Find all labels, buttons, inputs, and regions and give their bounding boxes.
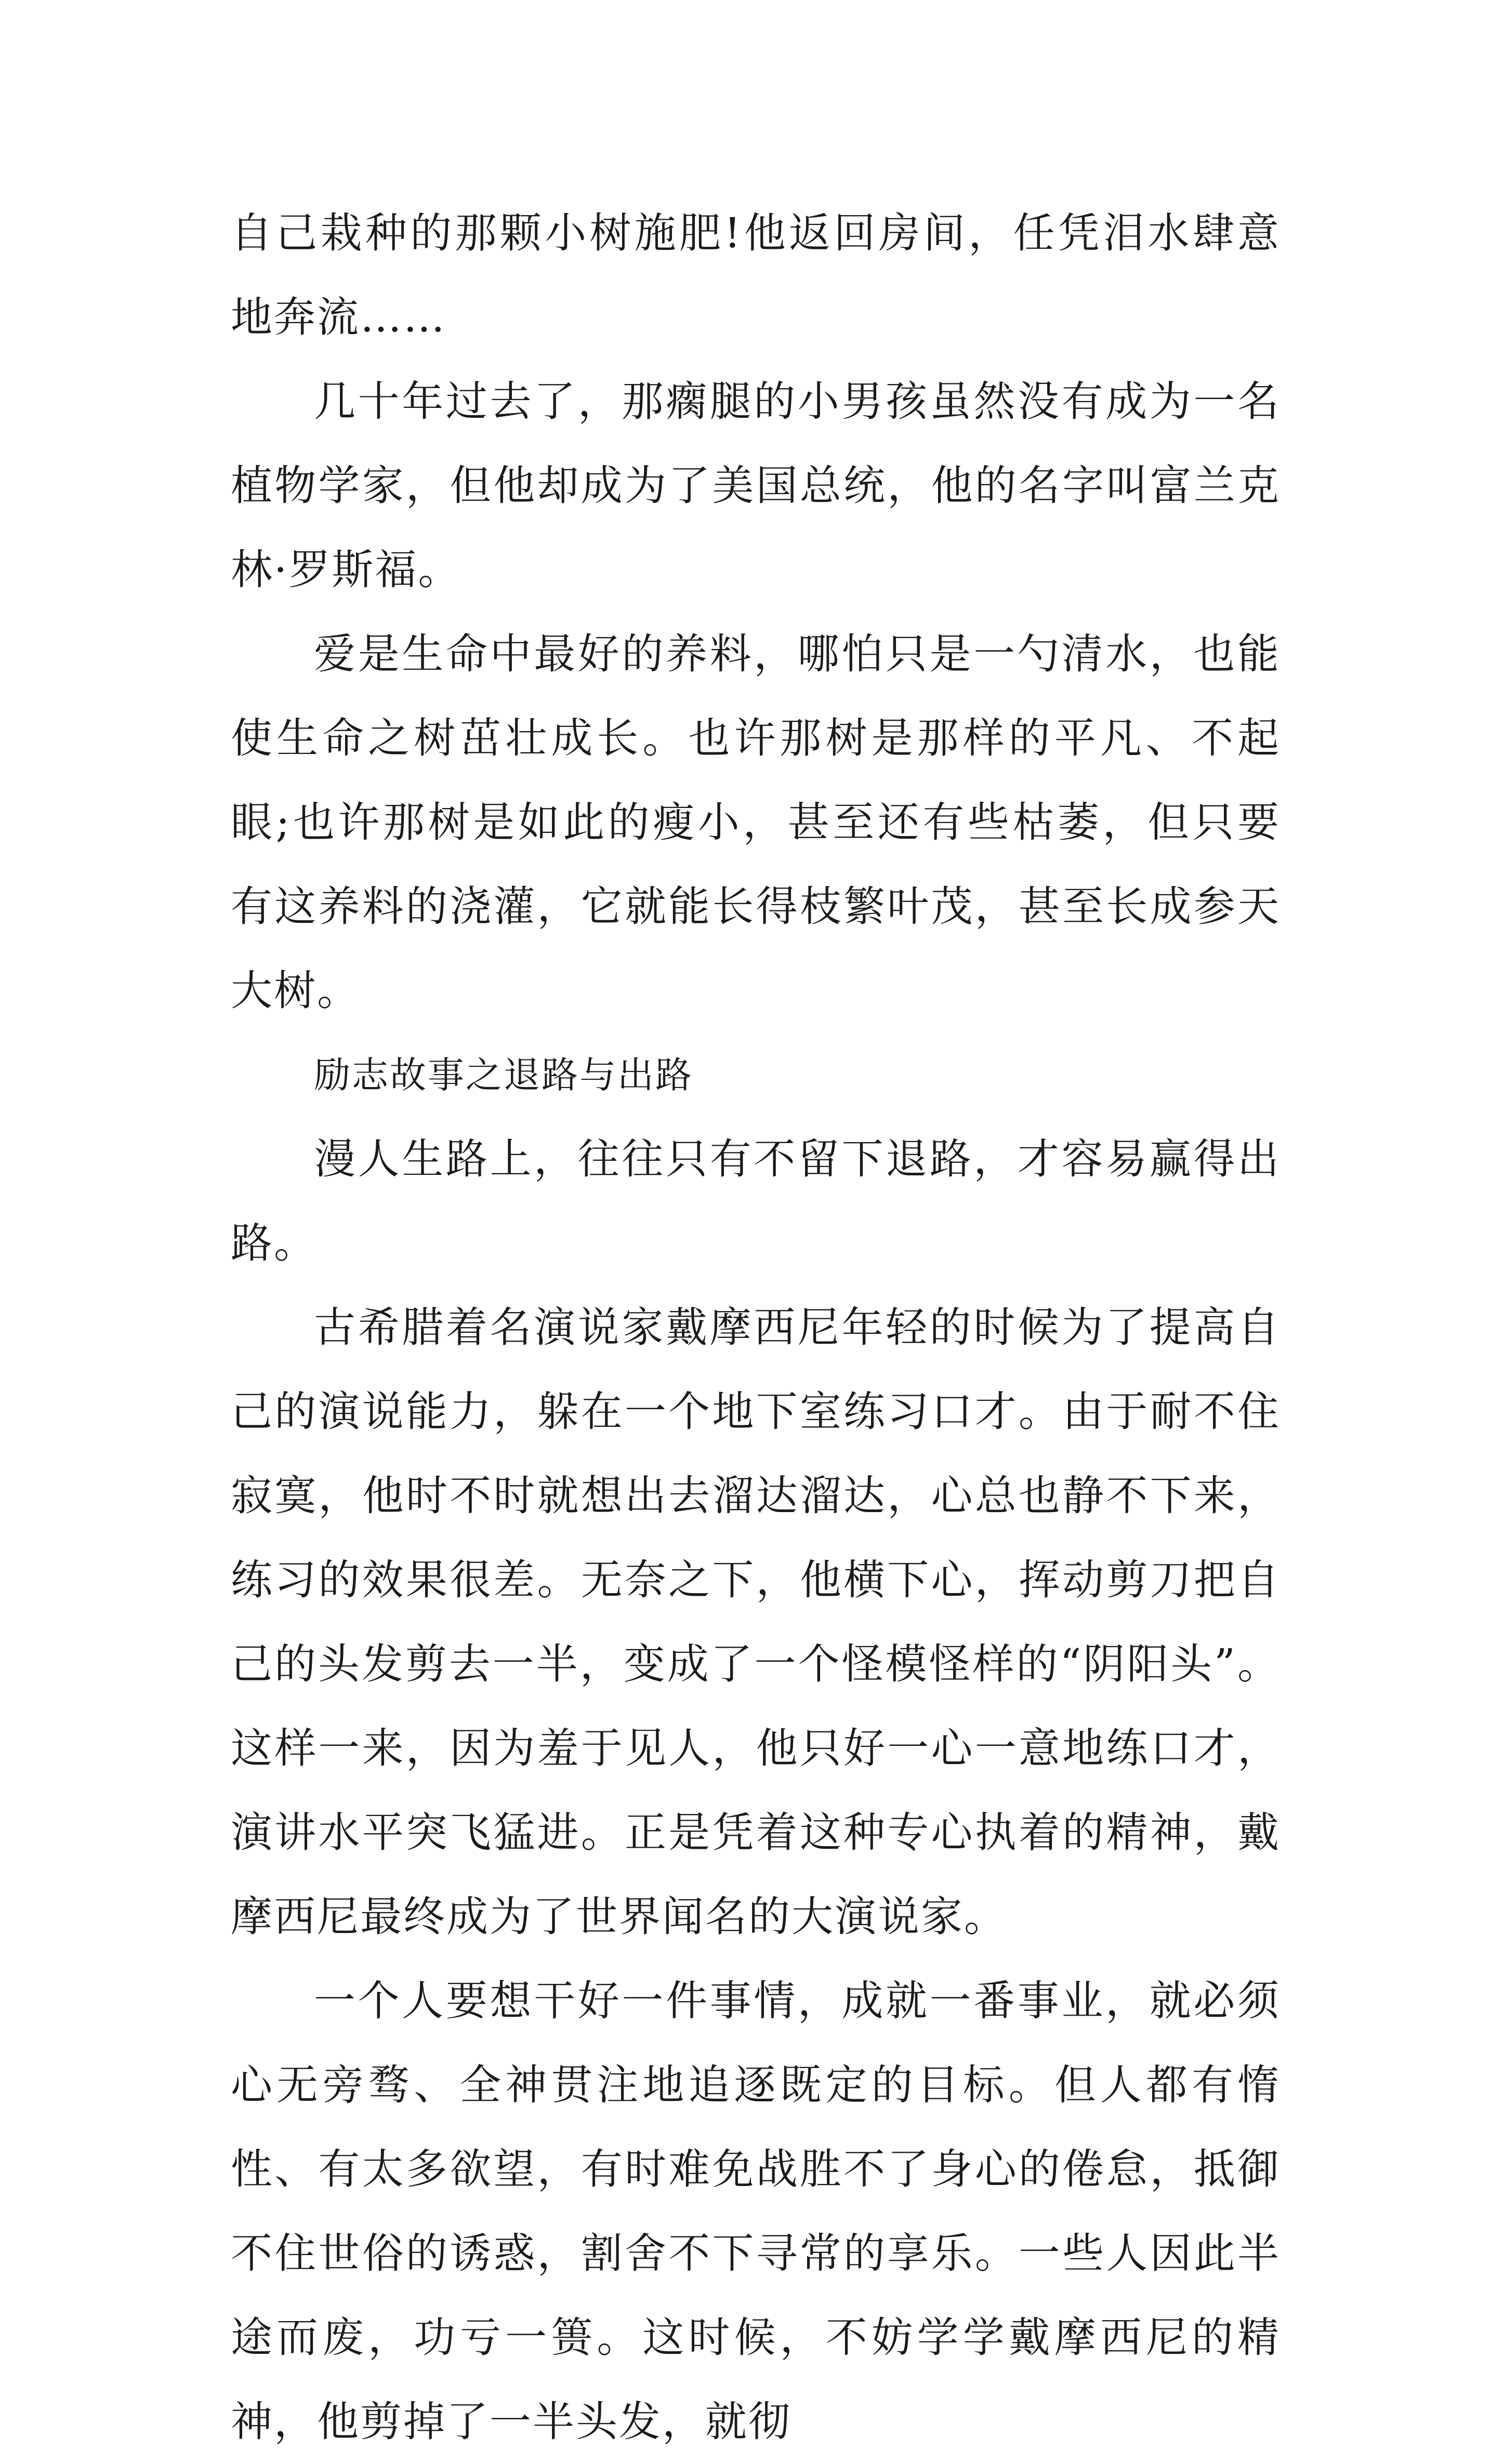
paragraph-1: 自己栽种的那颗小树施肥!他返回房间，任凭泪水肆意地奔流…… xyxy=(231,209,1281,341)
paragraph-4: 漫人生路上，往往只有不留下退路，才容易赢得出路。 xyxy=(231,1135,1281,1267)
paragraph-3: 爱是生命中最好的养料，哪怕只是一勺清水，也能使生命之树茁壮成长。也许那树是那样的平凡、不起眼;也许那树是如此的瘦小，甚至还有些枯萎，但只要有这养料的浇灌，它就能长得枝繁叶茂，甚至长成参天大树。 xyxy=(231,630,1281,1015)
paragraph-2: 几十年过去了，那瘸腿的小男孩虽然没有成为一名植物学家，但他却成为了美国总统，他的名字叫富兰克林·罗斯福。 xyxy=(231,377,1281,594)
document-body xyxy=(231,191,1281,2464)
section-heading: 励志故事之退路与出路 xyxy=(314,1054,693,1096)
paragraph-6: 一个人要想干好一件事情，成就一番事业，就必须心无旁骛、全神贯注地追逐既定的目标。但人都有惰性、有太多欲望，有时难免战胜不了身心的倦怠，抵御不住世俗的诱惑，割舍不下寻常的享乐。一些人因此半途而废，功亏一篑。这时候，不妨学学戴摩西尼的精神，他剪掉了一半头发，就彻 xyxy=(231,1977,1281,2446)
paragraph-5: 古希腊着名演说家戴摩西尼年轻的时候为了提高自己的演说能力，躲在一个地下室练习口才。由于耐不住寂寞，他时不时就想出去溜达溜达，心总也静不下来，练习的效果很差。无奈之下，他横下心，挥动剪刀把自己的头发剪去一半，变成了一个怪模怪样的“阴阳头”。这样一来，因为羞于见人，他只好一心一意地练口才，演讲水平突飞猛进。正是凭着这种专心执着的精神，戴摩西尼最终成为了世界闻名的大演说家。 xyxy=(231,1303,1281,1941)
